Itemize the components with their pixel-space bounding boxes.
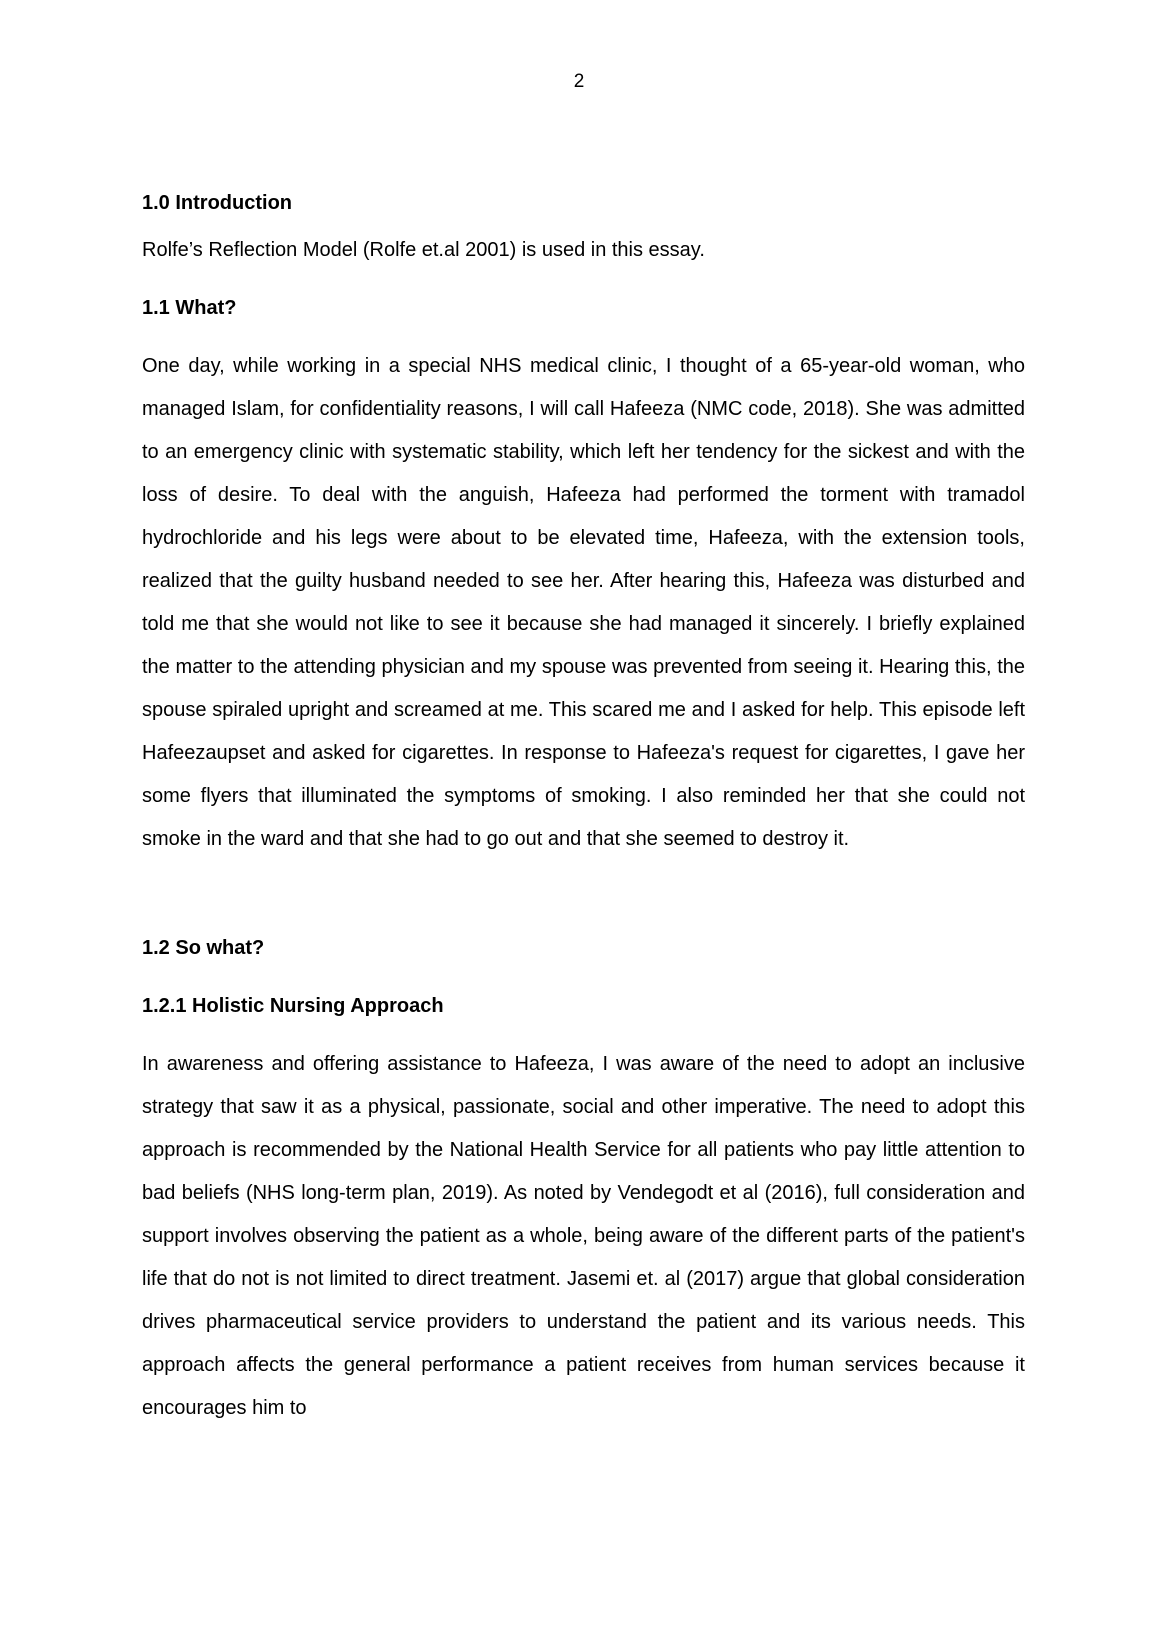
page-number: 2 [573, 71, 585, 92]
what-heading: 1.1 What? [142, 297, 237, 319]
holistic-nursing-heading: 1.2.1 Holistic Nursing Approach [142, 995, 444, 1017]
introduction-heading: 1.0 Introduction [142, 192, 292, 214]
document-body [142, 188, 1025, 1430]
so-what-heading: 1.2 So what? [142, 937, 265, 959]
what-paragraph: One day, while working in a special NHS medical clinic, I thought of a 65-year-old woman, who managed Islam, for confidentiality reasons, I will call Hafeeza (NMC code, 2018). She was admitted to an emergency clinic with systematic stability, which left her tendency for the sickest and with the loss of desire. To deal with the anguish, Hafeeza had performed the torment with tramadol hydrochloride and his legs were about to be elevated time, Hafeeza, with the extension tools, realized that the guilty husband needed to see her. After hearing this, Hafeeza was disturbed and told me that she would not like to see it because she had managed it sincerely. I briefly explained the matter to the attending physician and my spouse was prevented from seeing it. Hearing this, the spouse spiraled upright and screamed at me. This scared me and I asked for help. This episode left Hafeezaupset and asked for cigarettes. In response to Hafeeza's request for cigarettes, I gave her some flyers that illuminated the symptoms of smoking. I also reminded her that she could not smoke in the ward and that she had to go out and that she seemed to destroy it. [142, 355, 1025, 850]
holistic-nursing-paragraph: In awareness and offering assistance to Hafeeza, I was aware of the need to adopt an inclusive strategy that saw it as a physical, passionate, social and other imperative. The need to adopt this approach is recommended by the National Health Service for all patients who pay little attention to bad beliefs (NHS long-term plan, 2019). As noted by Vendegodt et al (2016), full consideration and support involves observing the patient as a whole, being aware of the different parts of the patient's life that do not is not limited to direct treatment. Jasemi et. al (2017) argue that global consideration drives pharmaceutical service providers to understand the patient and its various needs. This approach affects the general performance a patient receives from human services because it encourages him to [142, 1053, 1025, 1419]
introduction-text: Rolfe’s Reflection Model (Rolfe et.al 2001) is used in this essay. [142, 239, 705, 261]
